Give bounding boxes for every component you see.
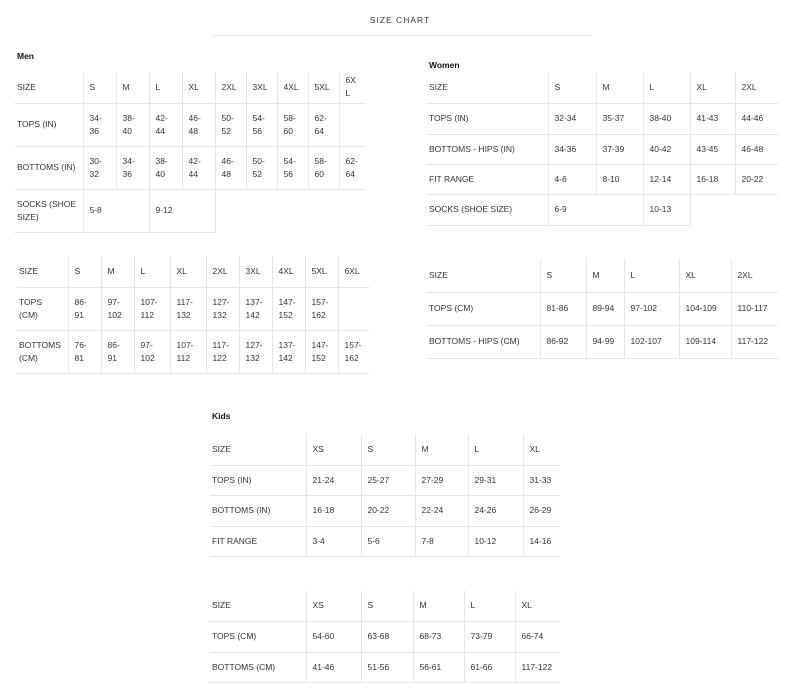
table-cell: 42-44 <box>149 103 182 146</box>
table-cell: 2XL <box>731 259 778 292</box>
table-cell: 16-18 <box>306 495 361 526</box>
table-cell: 25-27 <box>361 465 415 495</box>
table-cell: XL <box>679 259 731 292</box>
table-cell: 31-33 <box>523 465 560 495</box>
table-cell: 97-102 <box>101 287 134 330</box>
table-cell: 5XL <box>308 72 339 103</box>
table-row <box>15 146 365 189</box>
table-cell: 102-107 <box>624 325 679 358</box>
table-cell: S <box>361 591 413 621</box>
table-row <box>15 72 365 103</box>
table-cell: XL <box>170 256 206 287</box>
table-cell: L <box>643 72 690 103</box>
table-cell: BOTTOMS - HIPS (CM) <box>427 325 540 358</box>
table-cell: 94-99 <box>586 325 624 358</box>
table-cell: XL <box>515 591 560 621</box>
table-cell: 16-18 <box>690 164 735 194</box>
table-cell: 46-48 <box>215 146 246 189</box>
table-cell <box>339 103 365 146</box>
table-cell: 38-40 <box>643 103 690 134</box>
table-cell: SIZE <box>17 256 68 287</box>
table-cell: SIZE <box>15 72 83 103</box>
table-cell: 86-91 <box>68 287 101 330</box>
table-cell: 61-66 <box>464 652 515 682</box>
table-cell: 4XL <box>277 72 308 103</box>
table-cell: L <box>468 434 523 465</box>
table-cell: 76-81 <box>68 330 101 373</box>
kids-inches-table <box>210 434 560 557</box>
table-cell: 34-36 <box>116 146 149 189</box>
table-cell: 12-14 <box>643 164 690 194</box>
table-cell: M <box>413 591 464 621</box>
table-cell: 147-152 <box>272 287 305 330</box>
table-row <box>17 330 369 373</box>
table-cell: 50-52 <box>215 103 246 146</box>
table-cell: 38-40 <box>149 146 182 189</box>
table-cell: 157-162 <box>338 330 369 373</box>
table-cell: 127-132 <box>239 330 272 373</box>
table-cell: 54-60 <box>306 621 361 652</box>
table-cell: L <box>149 72 182 103</box>
table-cell: FIT RANGE <box>427 164 548 194</box>
table-cell: M <box>116 72 149 103</box>
table-row <box>210 652 560 682</box>
table-cell: 3-4 <box>306 526 361 556</box>
table-cell: BOTTOMS (IN) <box>15 146 83 189</box>
table-cell: 4XL <box>272 256 305 287</box>
table-cell: 27-29 <box>415 465 468 495</box>
table-cell: 41-46 <box>306 652 361 682</box>
table-cell: 34-36 <box>83 103 116 146</box>
table-cell: BOTTOMS (CM) <box>17 330 68 373</box>
table-cell: S <box>361 434 415 465</box>
women-cm-table <box>427 259 778 359</box>
table-cell: 5XL <box>305 256 338 287</box>
table-cell: L <box>624 259 679 292</box>
title-divider <box>212 35 592 36</box>
table-cell: 157-162 <box>305 287 338 330</box>
table-cell: 73-79 <box>464 621 515 652</box>
table-cell: XL <box>690 72 735 103</box>
table-row <box>210 465 560 495</box>
kids-section-title: Kids <box>212 411 231 421</box>
table-cell: 46-48 <box>182 103 215 146</box>
table-cell: 44-46 <box>735 103 778 134</box>
table-cell: 50-52 <box>246 146 277 189</box>
table-cell: XL <box>523 434 560 465</box>
women-section-title: Women <box>429 60 460 70</box>
table-cell: TOPS (IN) <box>210 465 306 495</box>
table-row <box>17 287 369 330</box>
table-row <box>210 591 560 621</box>
table-cell: 97-102 <box>624 292 679 325</box>
table-cell: 51-56 <box>361 652 413 682</box>
table-cell: 147-152 <box>305 330 338 373</box>
table-cell: 26-29 <box>523 495 560 526</box>
table-cell: BOTTOMS - HIPS (IN) <box>427 134 548 164</box>
table-row <box>15 189 365 232</box>
table-cell: L <box>464 591 515 621</box>
table-cell: 14-16 <box>523 526 560 556</box>
table-row <box>210 621 560 652</box>
table-cell: 56-61 <box>413 652 464 682</box>
table-cell: 109-114 <box>679 325 731 358</box>
table-cell: 21-24 <box>306 465 361 495</box>
table-cell: TOPS (CM) <box>427 292 540 325</box>
table-cell: 58-60 <box>277 103 308 146</box>
table-row <box>210 434 560 465</box>
table-cell-empty <box>690 194 778 225</box>
table-cell: SIZE <box>210 591 306 621</box>
table-cell: 2XL <box>215 72 246 103</box>
men-inches-table <box>15 72 365 233</box>
men-cm-table <box>17 256 369 374</box>
table-cell: 37-39 <box>596 134 643 164</box>
table-cell: SIZE <box>210 434 306 465</box>
table-cell: 68-73 <box>413 621 464 652</box>
table-cell: 34-36 <box>548 134 596 164</box>
table-cell: 104-109 <box>679 292 731 325</box>
table-cell: 54-56 <box>246 103 277 146</box>
table-cell: 46-48 <box>735 134 778 164</box>
table-cell: XS <box>306 434 361 465</box>
table-cell-empty <box>215 189 365 232</box>
table-cell: S <box>68 256 101 287</box>
table-cell: 110-117 <box>731 292 778 325</box>
table-cell: M <box>415 434 468 465</box>
table-cell: 97-102 <box>134 330 170 373</box>
table-cell: 86-92 <box>540 325 586 358</box>
table-cell: 10-13 <box>643 194 690 225</box>
table-cell: SOCKS (SHOE SIZE) <box>427 194 548 225</box>
table-row <box>427 103 778 134</box>
table-cell: BOTTOMS (IN) <box>210 495 306 526</box>
table-cell: 8-10 <box>596 164 643 194</box>
table-cell: 89-94 <box>586 292 624 325</box>
table-cell: 54-56 <box>277 146 308 189</box>
table-cell: 3XL <box>239 256 272 287</box>
table-cell: 62-64 <box>339 146 365 189</box>
table-cell: XL <box>182 72 215 103</box>
table-row <box>427 164 778 194</box>
table-cell: 107-112 <box>170 330 206 373</box>
table-cell: 117-132 <box>170 287 206 330</box>
table-row <box>427 292 778 325</box>
women-inches-table <box>427 72 778 226</box>
table-row <box>427 325 778 358</box>
table-row <box>427 72 778 103</box>
table-cell: TOPS (IN) <box>15 103 83 146</box>
table-cell: 5-6 <box>361 526 415 556</box>
page-title: SIZE CHART <box>369 15 431 25</box>
table-cell: 66-74 <box>515 621 560 652</box>
table-cell: 7-8 <box>415 526 468 556</box>
table-cell: S <box>83 72 116 103</box>
table-row <box>427 134 778 164</box>
table-cell: SOCKS (SHOE SIZE) <box>15 189 83 232</box>
table-cell: 62-64 <box>308 103 339 146</box>
table-cell: 3XL <box>246 72 277 103</box>
table-cell: L <box>134 256 170 287</box>
kids-cm-table <box>210 591 560 683</box>
table-cell: M <box>596 72 643 103</box>
table-cell: S <box>540 259 586 292</box>
table-cell: FIT RANGE <box>210 526 306 556</box>
table-cell: 20-22 <box>735 164 778 194</box>
table-cell: TOPS (CM) <box>210 621 306 652</box>
table-cell: M <box>586 259 624 292</box>
table-row <box>210 526 560 556</box>
table-cell: S <box>548 72 596 103</box>
table-row <box>210 495 560 526</box>
table-cell: BOTTOMS (CM) <box>210 652 306 682</box>
table-row <box>15 103 365 146</box>
table-cell: 10-12 <box>468 526 523 556</box>
table-row <box>427 194 778 225</box>
table-cell: 29-31 <box>468 465 523 495</box>
table-cell: 43-45 <box>690 134 735 164</box>
table-cell: 6-9 <box>548 194 643 225</box>
table-cell: 127-132 <box>206 287 239 330</box>
table-cell <box>338 287 369 330</box>
table-cell: 2XL <box>735 72 778 103</box>
table-cell: 137-142 <box>272 330 305 373</box>
table-row <box>17 256 369 287</box>
table-cell: 32-34 <box>548 103 596 134</box>
table-cell: 22-24 <box>415 495 468 526</box>
table-cell: 86-91 <box>101 330 134 373</box>
table-cell: 6XL <box>338 256 369 287</box>
table-cell: 107-112 <box>134 287 170 330</box>
table-cell: 5-8 <box>83 189 149 232</box>
men-section-title: Men <box>17 51 34 61</box>
table-cell: 6XL <box>339 72 365 103</box>
table-cell: 2XL <box>206 256 239 287</box>
table-cell: 42-44 <box>182 146 215 189</box>
table-row <box>427 259 778 292</box>
table-cell: 117-122 <box>206 330 239 373</box>
table-cell: SIZE <box>427 259 540 292</box>
table-cell: M <box>101 256 134 287</box>
table-cell: XS <box>306 591 361 621</box>
table-cell: 4-6 <box>548 164 596 194</box>
table-cell: 117-122 <box>731 325 778 358</box>
table-cell: TOPS (IN) <box>427 103 548 134</box>
table-cell: TOPS (CM) <box>17 287 68 330</box>
table-cell: 81-86 <box>540 292 586 325</box>
table-cell: 117-122 <box>515 652 560 682</box>
table-cell: 137-142 <box>239 287 272 330</box>
table-cell: SIZE <box>427 72 548 103</box>
table-cell: 20-22 <box>361 495 415 526</box>
table-cell: 41-43 <box>690 103 735 134</box>
table-cell: 40-42 <box>643 134 690 164</box>
table-cell: 35-37 <box>596 103 643 134</box>
table-cell: 30-32 <box>83 146 116 189</box>
table-cell: 9-12 <box>149 189 215 232</box>
table-cell: 63-68 <box>361 621 413 652</box>
table-cell: 24-26 <box>468 495 523 526</box>
table-cell: 58-60 <box>308 146 339 189</box>
table-cell: 38-40 <box>116 103 149 146</box>
